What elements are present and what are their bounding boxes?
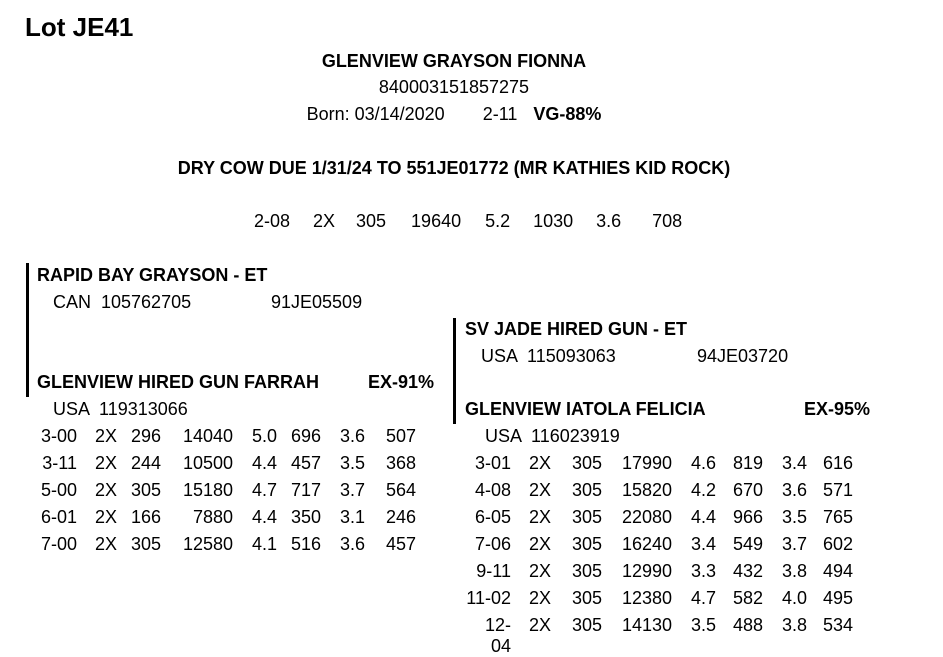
- dam-sire-naab-code: 94JE03720: [697, 346, 789, 366]
- dam-dam-record-milk: 12990: [621, 561, 672, 581]
- dam-record-fat-pct: 4.4: [251, 453, 277, 473]
- dam-dam-record-fat-pct: 4.4: [690, 507, 716, 527]
- dam-dam-record-protein-lbs: 534: [822, 615, 853, 635]
- record-age: 2-08: [254, 211, 291, 231]
- dam-dam-record-fat-lbs: 819: [732, 453, 763, 473]
- dam-record-age: 3-11: [42, 453, 77, 473]
- record-protein-lbs: 708: [652, 211, 683, 231]
- dam-sire-name: SV JADE HIRED GUN - ET: [465, 319, 688, 339]
- dam-dam-record-age: 4-08: [474, 480, 511, 500]
- dam-record-age: 3-00: [40, 426, 77, 446]
- dam-sire-registration: USA 115093063: [481, 346, 616, 366]
- dam-name: GLENVIEW HIRED GUN FARRAH: [37, 372, 320, 392]
- record-fat-pct: 5.2: [485, 211, 511, 231]
- dam-record-milkings: 2X: [94, 507, 117, 527]
- dam-dam-record-fat-pct: 3.3: [690, 561, 716, 581]
- record-milkings: 2X: [313, 211, 336, 231]
- dam-dam-record-protein-pct: 3.4: [781, 453, 807, 473]
- classification-score: VG-88%: [533, 104, 602, 124]
- dam-record-days: 166: [130, 507, 161, 527]
- dam-dam-record-milkings: 2X: [528, 453, 551, 473]
- dam-dam-record-age: 11-02: [466, 588, 511, 608]
- dam-dam-record-age: 9-11: [476, 561, 511, 581]
- dam-record-milk: 15180: [182, 480, 233, 500]
- dam-record-fat-lbs: 457: [290, 453, 321, 473]
- dam-dam-record-milkings: 2X: [528, 561, 551, 581]
- dam-record-protein-pct: 3.5: [339, 453, 365, 473]
- dam-dam-record-milk: 14130: [621, 615, 672, 635]
- dam-dam-record-milk: 16240: [621, 534, 672, 554]
- dam-record-fat-pct: 4.7: [251, 480, 277, 500]
- dam-dam-record-milk: 22080: [621, 507, 672, 527]
- dam-record-fat-pct: 4.4: [251, 507, 277, 527]
- dam-dam-record-protein-lbs: 494: [822, 561, 853, 581]
- dam-dam-record-fat-pct: 3.4: [690, 534, 716, 554]
- dam-record-fat-lbs: 717: [290, 480, 321, 500]
- animal-name: GLENVIEW GRAYSON FIONNA: [321, 51, 587, 71]
- dam-record-age: 5-00: [40, 480, 77, 500]
- dam-dam-record-days: 305: [571, 534, 602, 554]
- dam-dam-record-age: 12-04: [484, 615, 511, 656]
- pregnancy-status: DRY COW DUE 1/31/24 TO 551JE01772 (MR KATHIES KID ROCK): [177, 158, 731, 178]
- dam-record-protein-pct: 3.6: [339, 534, 365, 554]
- dam-dam-record-protein-lbs: 602: [822, 534, 853, 554]
- dam-record-age: 7-00: [40, 534, 77, 554]
- dam-dam-record-protein-pct: 4.0: [781, 588, 807, 608]
- dam-dam-record-age: 6-05: [474, 507, 511, 527]
- dam-dam-record-milk: 15820: [621, 480, 672, 500]
- birth-date: Born: 03/14/2020: [306, 104, 445, 124]
- dam-dam-record-protein-lbs: 765: [822, 507, 853, 527]
- dam-record-protein-pct: 3.1: [339, 507, 365, 527]
- production-record: [254, 211, 686, 232]
- dam-dam-record-days: 305: [571, 561, 602, 581]
- sire-registration: CAN 105762705: [53, 292, 192, 312]
- dam-dam-record-protein-lbs: 616: [822, 453, 853, 473]
- dam-record-milk: 7880: [192, 507, 233, 527]
- dam-dam-score: EX-95%: [804, 399, 871, 419]
- dam-dam-record-days: 305: [571, 507, 602, 527]
- record-fat-lbs: 1030: [533, 211, 574, 231]
- dam-record-milkings: 2X: [94, 480, 117, 500]
- dam-dam-record-protein-pct: 3.8: [781, 615, 807, 635]
- dam-record-days: 305: [130, 480, 161, 500]
- dam-record-fat-pct: 4.1: [251, 534, 277, 554]
- dam-record-protein-lbs: 368: [385, 453, 416, 473]
- dam-record-days: 305: [130, 534, 161, 554]
- dam-dam-record-milk: 17990: [621, 453, 672, 473]
- dam-record-days: 296: [130, 426, 161, 446]
- dam-dam-record-fat-lbs: 488: [732, 615, 763, 635]
- dam-record-protein-lbs: 246: [385, 507, 416, 527]
- dam-dam-record-days: 305: [571, 615, 602, 635]
- dam-dam-record-fat-lbs: 670: [732, 480, 763, 500]
- dam-dam-record-days: 305: [571, 453, 602, 473]
- dam-dam-record-fat-pct: 4.2: [690, 480, 716, 500]
- dam-dam-record-fat-pct: 4.7: [690, 588, 716, 608]
- dam-dam-record-fat-pct: 3.5: [690, 615, 716, 635]
- dam-dam-record-fat-lbs: 966: [732, 507, 763, 527]
- dam-record-protein-pct: 3.6: [339, 426, 365, 446]
- dam-dam-record-protein-lbs: 571: [822, 480, 853, 500]
- dam-dam-record-age: 3-01: [474, 453, 511, 473]
- record-protein-pct: 3.6: [596, 211, 622, 231]
- dam-record-days: 244: [130, 453, 161, 473]
- record-days: 305: [356, 211, 387, 231]
- dam-dam-record-milkings: 2X: [528, 534, 551, 554]
- dam-score: EX-91%: [368, 372, 435, 392]
- dam-dam-record-fat-lbs: 582: [732, 588, 763, 608]
- dam-dam-record-protein-pct: 3.8: [781, 561, 807, 581]
- dam-record-milk: 14040: [182, 426, 233, 446]
- dam-record-fat-lbs: 350: [290, 507, 321, 527]
- dam-record-protein-lbs: 564: [385, 480, 416, 500]
- dam-dam-record-days: 305: [571, 480, 602, 500]
- animal-registration: 840003151857275: [378, 77, 530, 97]
- dam-record-fat-lbs: 696: [290, 426, 321, 446]
- dam-record-milk: 10500: [182, 453, 233, 473]
- dam-dam-record-protein-pct: 3.7: [781, 534, 807, 554]
- dam-dam-record-protein-lbs: 495: [822, 588, 853, 608]
- dam-dam-record-milkings: 2X: [528, 615, 551, 635]
- dam-dam-record-milkings: 2X: [528, 480, 551, 500]
- pedigree-bracket-left: [26, 263, 29, 397]
- dam-record-fat-pct: 5.0: [251, 426, 277, 446]
- pedigree-bracket-right: [453, 318, 456, 424]
- dam-record-milkings: 2X: [94, 426, 117, 446]
- dam-dam-record-days: 305: [571, 588, 602, 608]
- dam-registration: USA 119313066: [53, 399, 188, 419]
- sire-naab-code: 91JE05509: [271, 292, 363, 312]
- dam-dam-record-fat-lbs: 549: [732, 534, 763, 554]
- dam-dam-name: GLENVIEW IATOLA FELICIA: [465, 399, 706, 419]
- age-class: 2-11: [482, 104, 518, 124]
- dam-dam-record-age: 7-06: [474, 534, 511, 554]
- sire-name: RAPID BAY GRAYSON - ET: [37, 265, 268, 285]
- dam-dam-record-protein-pct: 3.6: [781, 480, 807, 500]
- dam-dam-record-milk: 12380: [621, 588, 672, 608]
- lot-number: Lot JE41: [25, 12, 134, 42]
- dam-dam-record-protein-pct: 3.5: [781, 507, 807, 527]
- dam-dam-record-milkings: 2X: [528, 507, 551, 527]
- dam-record-milkings: 2X: [94, 534, 117, 554]
- dam-record-milk: 12580: [182, 534, 233, 554]
- dam-record-age: 6-01: [40, 507, 77, 527]
- dam-dam-record-milkings: 2X: [528, 588, 551, 608]
- dam-record-fat-lbs: 516: [290, 534, 321, 554]
- dam-dam-registration: USA 116023919: [485, 426, 620, 446]
- dam-dam-record-fat-pct: 4.6: [690, 453, 716, 473]
- dam-record-protein-pct: 3.7: [339, 480, 365, 500]
- dam-record-milkings: 2X: [94, 453, 117, 473]
- dam-record-protein-lbs: 457: [385, 534, 416, 554]
- dam-dam-record-fat-lbs: 432: [732, 561, 763, 581]
- record-milk: 19640: [411, 211, 462, 231]
- animal-birth-line: [0, 104, 908, 125]
- dam-record-protein-lbs: 507: [385, 426, 416, 446]
